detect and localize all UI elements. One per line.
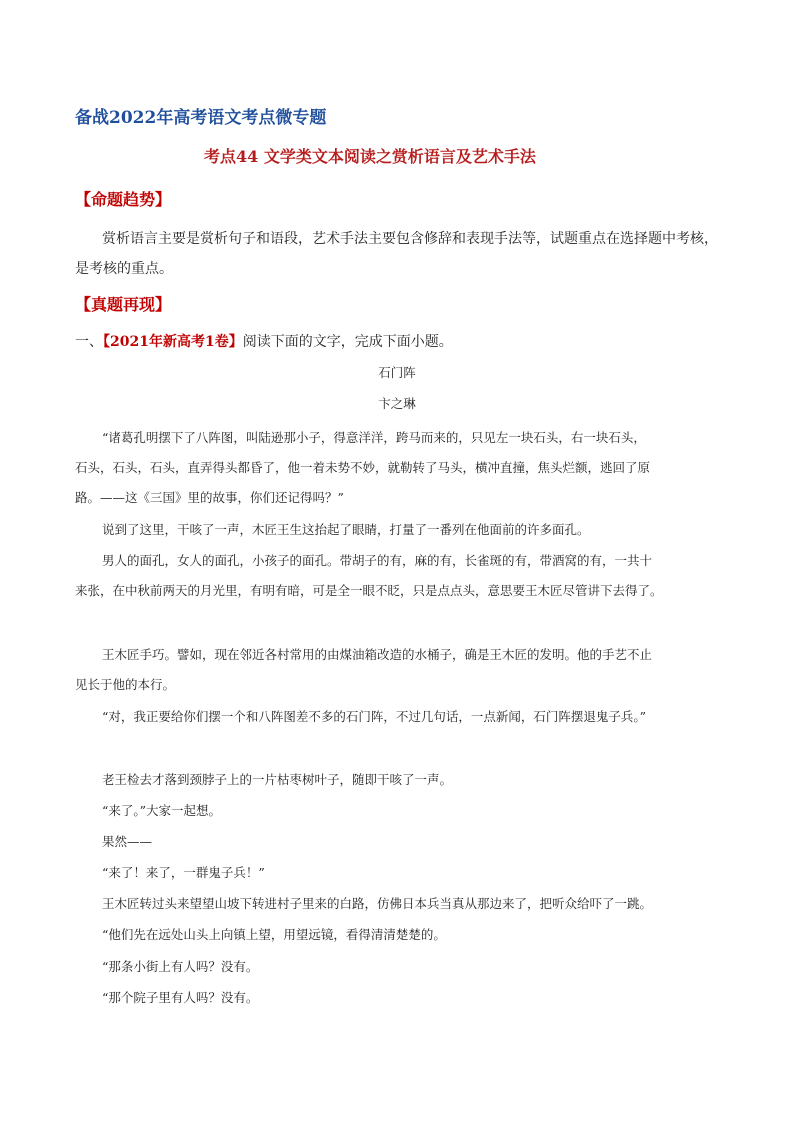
passage-line: “诸葛孔明摆下了八阵图，叫陆逊那小子，得意洋洋，跨马而来的，只见左一块石头，右一块石头， <box>102 430 646 445</box>
question-prefix: 一、 <box>75 334 103 350</box>
trend-text-line1: 赏析语言主要是赏析句子和语段，艺术手法主要包含修辞和表现手法等，试题重点在选择题中考核， <box>102 231 718 247</box>
passage-line: “来了！来了，一群鬼子兵！” <box>102 865 265 880</box>
passage-line: 王木匠转过头来望望山坡下转进村子里来的白路，仿佛日本兵当真从那边来了，把听众给吓了一跳。 <box>102 896 653 911</box>
passage-line: 路。——这《三国》里的故事，你们还记得吗？” <box>75 490 344 505</box>
passage-line: “对，我正要给你们摆一个和八阵图差不多的石门阵，不过几句话，一点新闻，石门阵摆退鬼子兵。” <box>102 709 647 724</box>
passage-line: 王木匠手巧。譬如，现在邻近各村常用的由煤油箱改造的水桶子，确是王木匠的发明。他的手艺不止 <box>102 647 653 662</box>
passage-line: 来张，在中秋前两天的月光里，有明有暗，可是全一眼不眨，只是点点头，意思要王木匠尽管讲下去得了。 <box>75 583 663 598</box>
passage-line: 果然—— <box>102 834 153 849</box>
question-line <box>75 331 453 351</box>
passage-line: “他们先在远处山头上向镇上望，用望远镜，看得清清楚楚的。 <box>102 927 446 942</box>
passage-line: 老王检去才落到颈脖子上的一片枯枣树叶子，随即干咳了一声。 <box>102 772 453 787</box>
trend-text-line2: 是考核的重点。 <box>75 261 173 277</box>
question-source: 【2021年新高考1卷】 <box>103 334 243 350</box>
passage-line: 说到了这里，干咳了一声，木匠王生这抬起了眼睛，打量了一番列在他面前的许多面孔。 <box>102 522 590 537</box>
passage-line: 石头，石头，石头，直弄得头都昏了，他一着未势不妙，就勒转了马头，横冲直撞，焦头烂额，逃回了原 <box>75 460 651 475</box>
passage-line: “那条小街上有人吗？没有。 <box>102 959 259 974</box>
topic-title: 考点44 文学类文本阅读之赏析语言及艺术手法 <box>204 147 536 166</box>
trend-heading: 【命题趋势】 <box>75 190 172 209</box>
passage-title: 石门阵 <box>378 365 416 380</box>
question-instruction: 阅读下面的文字，完成下面小题。 <box>242 334 453 350</box>
passage-line: “来了。”大家一起想。 <box>102 803 222 818</box>
series-title: 备战2022年高考语文考点微专题 <box>75 108 327 128</box>
exam-heading: 【真题再现】 <box>75 295 172 314</box>
passage-line: “那个院子里有人吗？没有。 <box>102 990 259 1005</box>
passage-author: 卞之琳 <box>378 396 416 411</box>
passage-line: 见长于他的本行。 <box>75 677 176 692</box>
passage-line: 男人的面孔，女人的面孔，小孩子的面孔。带胡子的有，麻的有，长雀斑的有，带酒窝的有，一共十 <box>102 553 653 568</box>
